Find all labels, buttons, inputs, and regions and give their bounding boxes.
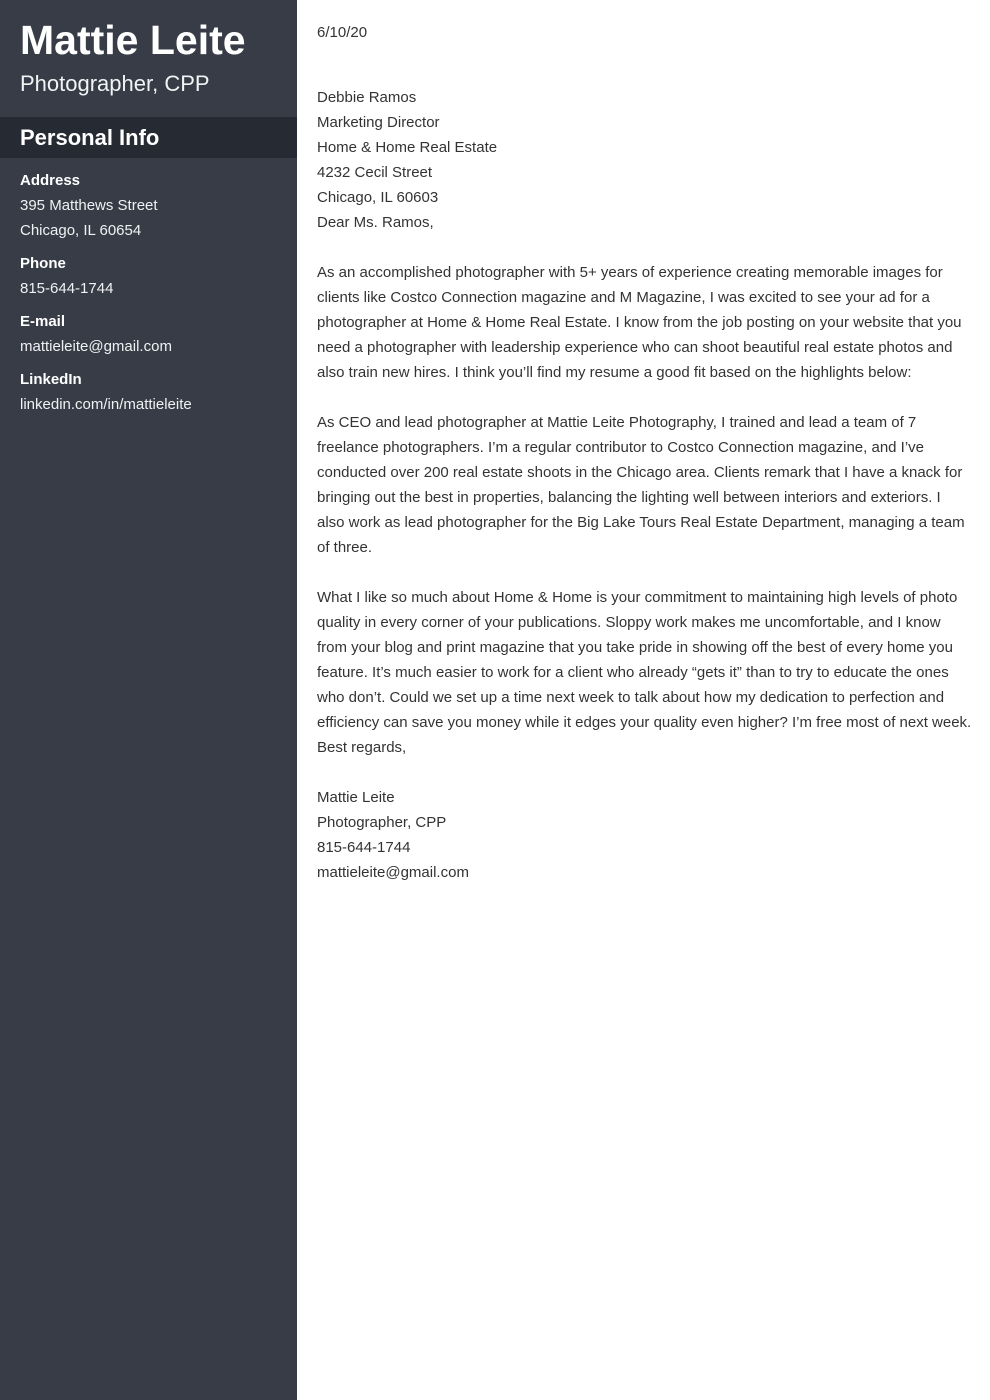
- recipient-name: Debbie Ramos: [317, 89, 417, 106]
- letter-body: [317, 20, 972, 885]
- recipient-company: Home & Home Real Estate: [317, 139, 498, 156]
- address-line2: Chicago, IL 60654: [20, 222, 142, 239]
- phone-value: 815-644-1744: [20, 280, 114, 297]
- signature-block: [317, 785, 972, 885]
- letter-date: 6/10/20: [317, 24, 368, 41]
- email-block: [20, 309, 290, 359]
- signature-name: Mattie Leite: [317, 789, 395, 806]
- linkedin-value[interactable]: linkedin.com/in/mattieleite: [20, 396, 192, 413]
- phone-block: [20, 251, 290, 301]
- phone-label: Phone: [20, 255, 66, 272]
- signature-email[interactable]: mattieleite@gmail.com: [317, 864, 469, 881]
- closing: Best regards,: [317, 739, 407, 756]
- recipient-city: Chicago, IL 60603: [317, 189, 439, 206]
- personal-info-heading: Personal Info: [20, 125, 160, 150]
- sender-name: Mattie Leite: [20, 17, 246, 63]
- paragraph-intro: As an accomplished photographer with 5+ years of experience creating memorable images for clients like Costco Connection magazine and M Magazine, I was excited to see your ad for a photographer at Home & Home Real Estate. I know from the job posting on your website that you need a photographer with leadership experience who can shoot beautiful real estate photos and also train new hires. I think you’ll find my resume a good fit based on the highlights below:: [317, 264, 962, 381]
- signature-title: Photographer, CPP: [317, 814, 447, 831]
- paragraph-motivation: What I like so much about Home & Home is your commitment to maintaining high levels of photo quality in every corner of your publications. Sloppy work makes me uncomfortable, and I know from your blog and print magazine that you take pride in showing off the best of every home you feature. It’s much easier to work for a client who already “gets it” than to try to educate the ones who don’t. Could we set up a time next week to talk about how my dedication to perfection and efficiency can save you money while it edges your quality even higher? I’m free most of next week.: [317, 589, 972, 731]
- address-line1: 395 Matthews Street: [20, 197, 158, 214]
- recipient-block: [317, 85, 972, 210]
- paragraph-experience: As CEO and lead photographer at Mattie Leite Photography, I trained and lead a team of 7 freelance photographers. I’m a regular contributor to Costco Connection magazine, and I’ve conducted over 200 real estate shoots in the Chicago area. Clients remark that I have a knack for bringing out the best in properties, balancing the lighting well between interiors and exteriors. I also work as lead photographer for the Big Lake Tours Real Estate Department, managing a team of three.: [317, 414, 965, 556]
- recipient-street: 4232 Cecil Street: [317, 164, 433, 181]
- linkedin-label: LinkedIn: [20, 371, 82, 388]
- personal-info-header: [0, 117, 297, 158]
- email-label: E-mail: [20, 313, 66, 330]
- address-block: [20, 168, 290, 243]
- sidebar: [0, 0, 297, 1400]
- linkedin-block: [20, 367, 290, 417]
- email-value[interactable]: mattieleite@gmail.com: [20, 338, 172, 355]
- address-label: Address: [20, 172, 81, 189]
- greeting: Dear Ms. Ramos,: [317, 214, 434, 231]
- recipient-position: Marketing Director: [317, 114, 440, 131]
- signature-phone: 815-644-1744: [317, 839, 411, 856]
- sender-title: Photographer, CPP: [20, 71, 210, 96]
